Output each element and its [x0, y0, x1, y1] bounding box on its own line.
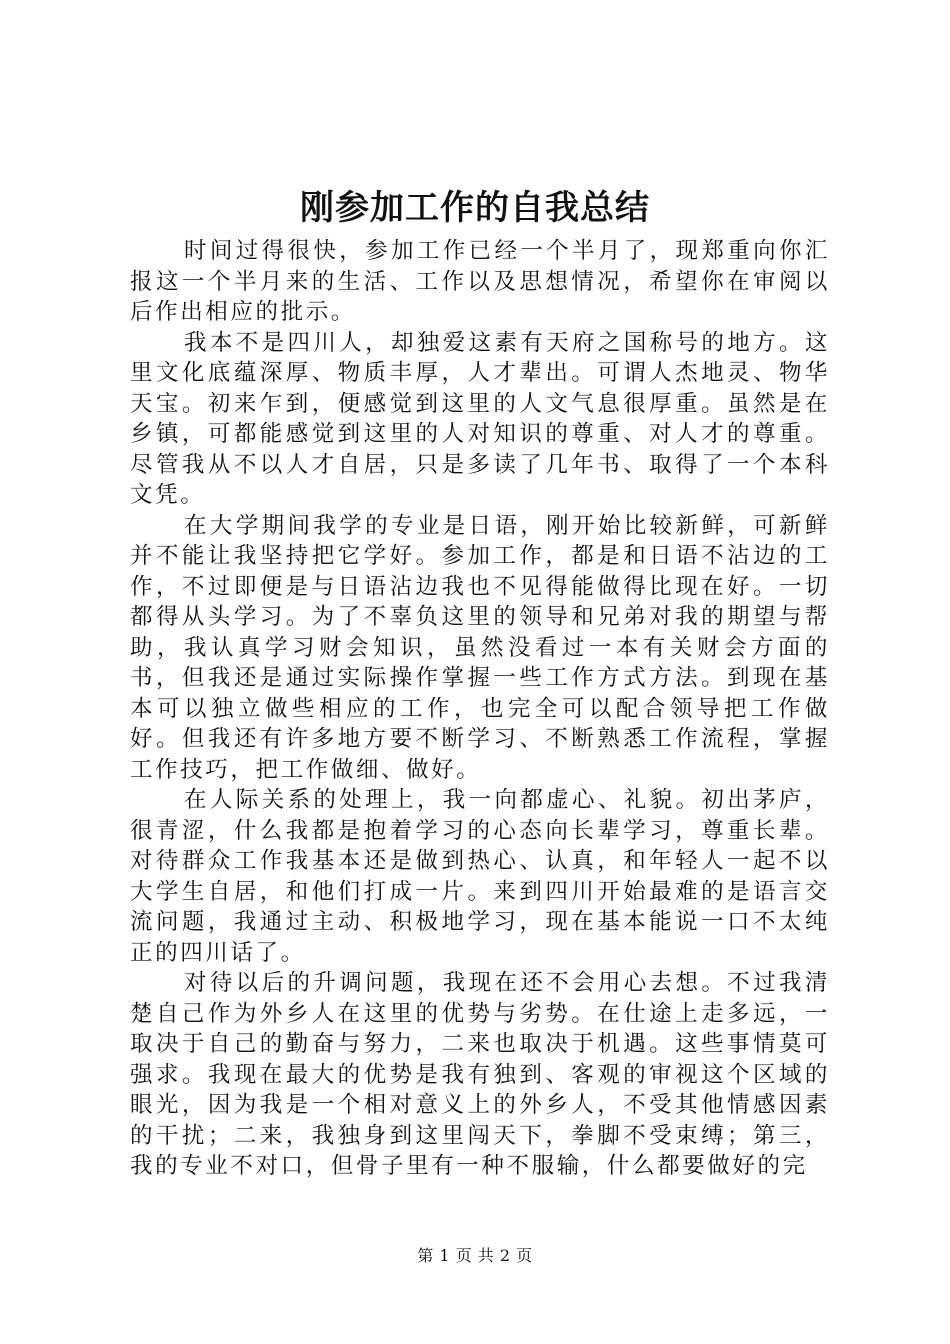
- paragraph-4: 在人际关系的处理上，我一向都虚心、礼貌。初出茅庐，很青涩，什么我都是抱着学习的心态向长辈学习，尊重长辈。对待群众工作我基本还是做到热心、认真，和年轻人一起不以大学生自居，和他们打成一片。来到四川开始最难的是语言交流问题，我通过主动、积极地学习，现在基本能说一口不太纯正的四川话了。: [130, 787, 830, 966]
- paragraph-5: 对待以后的升调问题，我现在还不会用心去想。不过我清楚自己作为外乡人在这里的优势与劣势。在仕途上走多远，一取决于自己的勤奋与努力，二来也取决于机遇。这些事情莫可强求。我现在最大的优势是我有独到、客观的审视这个区域的眼光，因为我是一个相对意义上的外乡人，不受其他情感因素的干扰；二来，我独身到这里闯天下，拳脚不受束缚；第三，我的专业不对口，但骨子里有一种不服输，什么都要做好的完: [130, 970, 830, 1179]
- document-body: [130, 236, 830, 1182]
- document-title: 刚参加工作的自我总结: [300, 188, 650, 228]
- paragraph-2: 我本不是四川人，却独爱这素有天府之国称号的地方。这里文化底蕴深厚、物质丰厚，人才辈出。可谓人杰地灵、物华天宝。初来乍到，便感觉到这里的人文气息很厚重。虽然是在乡镇，可都能感觉到这里的人对知识的尊重、对人才的尊重。尽管我从不以人才自居，只是多读了几年书、取得了一个本科文凭。: [130, 329, 830, 508]
- paragraph-3: 在大学期间我学的专业是日语，刚开始比较新鲜，可新鲜并不能让我坚持把它学好。参加工作，都是和日语不沾边的工作，不过即便是与日语沾边我也不见得能做得比现在好。一切都得从头学习。为了不辜负这里的领导和兄弟对我的期望与帮助，我认真学习财会知识，虽然没看过一本有关财会方面的书，但我还是通过实际操作掌握一些工作方式方法。到现在基本可以独立做些相应的工作，也完全可以配合领导把工作做好。但我还有许多地方要不断学习、不断熟悉工作流程，掌握工作技巧，把工作做细、做好。: [130, 512, 830, 783]
- page-number-footer: 第 1 页 共 2 页: [417, 1246, 533, 1265]
- paragraph-1: 时间过得很快，参加工作已经一个半月了，现郑重向你汇报这一个半月来的生活、工作以及思想情况，希望你在审阅以后作出相应的批示。: [130, 238, 830, 325]
